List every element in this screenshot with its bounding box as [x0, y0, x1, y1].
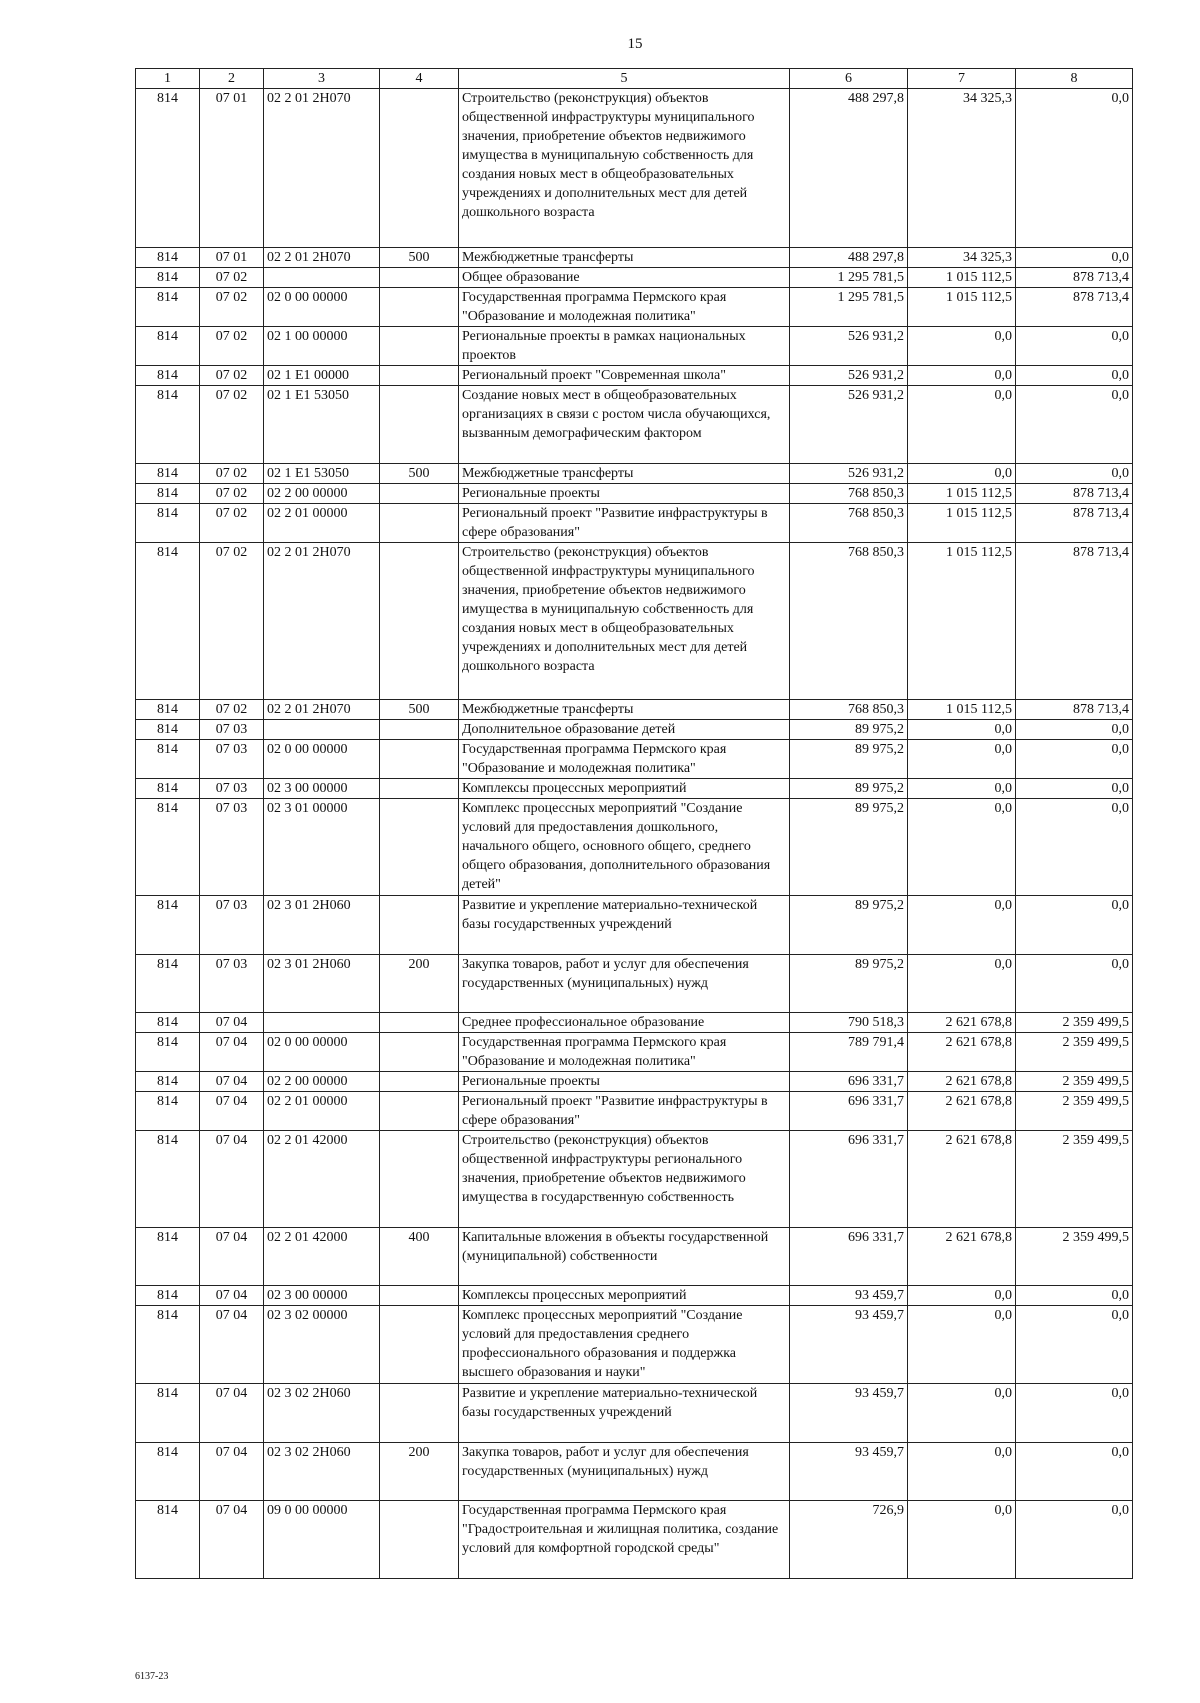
amount-cell-col8: 878 713,4: [1016, 700, 1133, 720]
description-cell: Региональный проект "Развитие инфраструктуры в сфере образования": [459, 504, 790, 543]
description-cell: Комплекс процессных мероприятий "Создание условий для предоставления среднего профессионального образования и поддержка высшего образования и науки": [459, 1306, 790, 1384]
amount-cell-col6: 768 850,3: [790, 700, 908, 720]
amount-cell-col8: 0,0: [1016, 248, 1133, 268]
column-header: 8: [1016, 69, 1133, 89]
table-row: [136, 1501, 1133, 1579]
table-row: [136, 720, 1133, 740]
amount-cell-col7: 0,0: [908, 366, 1016, 386]
section-code-cell: 07 04: [200, 1501, 264, 1579]
description-cell: Государственная программа Пермского края "Образование и молодежная политика": [459, 1033, 790, 1072]
amount-cell-col6: 1 295 781,5: [790, 288, 908, 327]
target-article-cell: 02 2 01 2Н070: [264, 89, 380, 248]
description-cell: Развитие и укрепление материально-технической базы государственных учреждений: [459, 896, 790, 955]
description-cell: Государственная программа Пермского края "Градостроительная и жилищная политика, создание условий для комфортной городской среды": [459, 1501, 790, 1579]
admin-code-cell: 814: [136, 1228, 200, 1286]
amount-cell-col7: 0,0: [908, 1306, 1016, 1384]
description-cell: Комплексы процессных мероприятий: [459, 1286, 790, 1306]
section-code-cell: 07 02: [200, 366, 264, 386]
expense-type-cell: [380, 1286, 459, 1306]
amount-cell-col8: 0,0: [1016, 89, 1133, 248]
admin-code-cell: 814: [136, 779, 200, 799]
admin-code-cell: 814: [136, 1033, 200, 1072]
description-cell: Региональный проект "Развитие инфраструктуры в сфере образования": [459, 1092, 790, 1131]
expense-type-cell: [380, 1013, 459, 1033]
admin-code-cell: 814: [136, 1131, 200, 1228]
amount-cell-col7: 2 621 678,8: [908, 1092, 1016, 1131]
page-number: 15: [627, 36, 643, 52]
description-cell: Дополнительное образование детей: [459, 720, 790, 740]
expense-type-cell: 200: [380, 1443, 459, 1501]
amount-cell-col6: 768 850,3: [790, 543, 908, 700]
admin-code-cell: 814: [136, 484, 200, 504]
amount-cell-col8: 0,0: [1016, 896, 1133, 955]
amount-cell-col6: 93 459,7: [790, 1306, 908, 1384]
description-cell: Региональный проект "Современная школа": [459, 366, 790, 386]
table-row: [136, 1013, 1133, 1033]
expense-type-cell: 500: [380, 464, 459, 484]
amount-cell-col6: 526 931,2: [790, 366, 908, 386]
table-row: [136, 1228, 1133, 1286]
admin-code-cell: 814: [136, 268, 200, 288]
section-code-cell: 07 01: [200, 248, 264, 268]
description-cell: Общее образование: [459, 268, 790, 288]
amount-cell-col8: 2 359 499,5: [1016, 1072, 1133, 1092]
expense-type-cell: [380, 89, 459, 248]
target-article-cell: [264, 268, 380, 288]
table-row: [136, 1286, 1133, 1306]
description-cell: Капитальные вложения в объекты государственной (муниципальной) собственности: [459, 1228, 790, 1286]
table-row: [136, 1072, 1133, 1092]
table-row: [136, 896, 1133, 955]
amount-cell-col8: 0,0: [1016, 779, 1133, 799]
table-row: [136, 288, 1133, 327]
amount-cell-col8: 2 359 499,5: [1016, 1228, 1133, 1286]
amount-cell-col7: 1 015 112,5: [908, 543, 1016, 700]
expense-type-cell: [380, 1384, 459, 1443]
section-code-cell: 07 02: [200, 386, 264, 464]
amount-cell-col7: 2 621 678,8: [908, 1033, 1016, 1072]
expense-type-cell: [380, 1092, 459, 1131]
target-article-cell: 02 2 01 2Н070: [264, 700, 380, 720]
description-cell: Региональные проекты: [459, 484, 790, 504]
expense-type-cell: [380, 799, 459, 896]
expense-type-cell: [380, 268, 459, 288]
table-row: [136, 366, 1133, 386]
admin-code-cell: 814: [136, 1443, 200, 1501]
table-row: [136, 464, 1133, 484]
admin-code-cell: 814: [136, 1092, 200, 1131]
table-row: [136, 700, 1133, 720]
description-cell: Межбюджетные трансферты: [459, 700, 790, 720]
admin-code-cell: 814: [136, 896, 200, 955]
admin-code-cell: 814: [136, 504, 200, 543]
amount-cell-col7: 0,0: [908, 896, 1016, 955]
target-article-cell: 02 1 Е1 53050: [264, 464, 380, 484]
amount-cell-col6: 488 297,8: [790, 248, 908, 268]
target-article-cell: 02 0 00 00000: [264, 740, 380, 779]
target-article-cell: 02 2 01 2Н070: [264, 543, 380, 700]
section-code-cell: 07 04: [200, 1443, 264, 1501]
admin-code-cell: 814: [136, 543, 200, 700]
target-article-cell: 09 0 00 00000: [264, 1501, 380, 1579]
expense-type-cell: 500: [380, 700, 459, 720]
amount-cell-col8: 0,0: [1016, 720, 1133, 740]
section-code-cell: 07 03: [200, 955, 264, 1013]
amount-cell-col6: 768 850,3: [790, 504, 908, 543]
amount-cell-col7: 0,0: [908, 464, 1016, 484]
table-row: [136, 779, 1133, 799]
target-article-cell: 02 0 00 00000: [264, 288, 380, 327]
table-row: [136, 248, 1133, 268]
amount-cell-col7: 2 621 678,8: [908, 1131, 1016, 1228]
amount-cell-col7: 34 325,3: [908, 89, 1016, 248]
column-header: 7: [908, 69, 1016, 89]
target-article-cell: 02 1 00 00000: [264, 327, 380, 366]
admin-code-cell: 814: [136, 1286, 200, 1306]
expense-type-cell: [380, 543, 459, 700]
description-cell: Комплексы процессных мероприятий: [459, 779, 790, 799]
amount-cell-col8: 878 713,4: [1016, 288, 1133, 327]
amount-cell-col6: 768 850,3: [790, 484, 908, 504]
admin-code-cell: 814: [136, 327, 200, 366]
expense-type-cell: [380, 1072, 459, 1092]
section-code-cell: 07 04: [200, 1384, 264, 1443]
document-code: 6137-23: [135, 1671, 169, 1682]
description-cell: Строительство (реконструкция) объектов общественной инфраструктуры муниципального значения, приобретение объектов недвижимого имущества в муниципальную собственность для создания новых мест в общеобразовательных учреждениях и дополнительных мест для детей дошкольного возраста: [459, 543, 790, 700]
amount-cell-col6: 790 518,3: [790, 1013, 908, 1033]
section-code-cell: 07 02: [200, 504, 264, 543]
amount-cell-col6: 696 331,7: [790, 1072, 908, 1092]
amount-cell-col7: 0,0: [908, 955, 1016, 1013]
amount-cell-col6: 89 975,2: [790, 955, 908, 1013]
target-article-cell: 02 2 01 2Н070: [264, 248, 380, 268]
amount-cell-col8: 0,0: [1016, 1443, 1133, 1501]
section-code-cell: 07 01: [200, 89, 264, 248]
admin-code-cell: 814: [136, 366, 200, 386]
amount-cell-col8: 2 359 499,5: [1016, 1131, 1133, 1228]
section-code-cell: 07 03: [200, 720, 264, 740]
description-cell: Закупка товаров, работ и услуг для обеспечения государственных (муниципальных) нужд: [459, 1443, 790, 1501]
budget-table: [135, 68, 1133, 1579]
description-cell: Развитие и укрепление материально-технической базы государственных учреждений: [459, 1384, 790, 1443]
amount-cell-col6: 789 791,4: [790, 1033, 908, 1072]
target-article-cell: 02 2 00 00000: [264, 484, 380, 504]
target-article-cell: [264, 1013, 380, 1033]
table-row: [136, 386, 1133, 464]
description-cell: Комплекс процессных мероприятий "Создание условий для предоставления дошкольного, начального общего, основного общего, среднего общего образования, дополнительного образования детей": [459, 799, 790, 896]
amount-cell-col6: 696 331,7: [790, 1228, 908, 1286]
target-article-cell: 02 1 Е1 53050: [264, 386, 380, 464]
amount-cell-col8: 0,0: [1016, 1501, 1133, 1579]
description-cell: Региональные проекты: [459, 1072, 790, 1092]
target-article-cell: 02 3 02 2Н060: [264, 1384, 380, 1443]
expense-type-cell: [380, 1131, 459, 1228]
expense-type-cell: [380, 1033, 459, 1072]
section-code-cell: 07 04: [200, 1092, 264, 1131]
amount-cell-col7: 0,0: [908, 1443, 1016, 1501]
column-header: 1: [136, 69, 200, 89]
amount-cell-col6: 93 459,7: [790, 1443, 908, 1501]
amount-cell-col6: 696 331,7: [790, 1092, 908, 1131]
admin-code-cell: 814: [136, 89, 200, 248]
amount-cell-col6: 696 331,7: [790, 1131, 908, 1228]
target-article-cell: 02 3 01 00000: [264, 799, 380, 896]
expense-type-cell: [380, 504, 459, 543]
section-code-cell: 07 02: [200, 327, 264, 366]
description-cell: Государственная программа Пермского края "Образование и молодежная политика": [459, 288, 790, 327]
amount-cell-col7: 1 015 112,5: [908, 504, 1016, 543]
expense-type-cell: [380, 327, 459, 366]
description-cell: Среднее профессиональное образование: [459, 1013, 790, 1033]
admin-code-cell: 814: [136, 1013, 200, 1033]
amount-cell-col7: 2 621 678,8: [908, 1013, 1016, 1033]
section-code-cell: 07 02: [200, 464, 264, 484]
amount-cell-col7: 0,0: [908, 720, 1016, 740]
amount-cell-col8: 0,0: [1016, 799, 1133, 896]
description-cell: Межбюджетные трансферты: [459, 464, 790, 484]
amount-cell-col6: 89 975,2: [790, 720, 908, 740]
amount-cell-col8: 878 713,4: [1016, 504, 1133, 543]
admin-code-cell: 814: [136, 799, 200, 896]
admin-code-cell: 814: [136, 288, 200, 327]
amount-cell-col7: 2 621 678,8: [908, 1228, 1016, 1286]
amount-cell-col8: 878 713,4: [1016, 543, 1133, 700]
amount-cell-col6: 93 459,7: [790, 1286, 908, 1306]
table-row: [136, 740, 1133, 779]
amount-cell-col6: 526 931,2: [790, 464, 908, 484]
table-row: [136, 1033, 1133, 1072]
description-cell: Региональные проекты в рамках национальных проектов: [459, 327, 790, 366]
amount-cell-col8: 0,0: [1016, 464, 1133, 484]
expense-type-cell: 400: [380, 1228, 459, 1286]
amount-cell-col8: 878 713,4: [1016, 268, 1133, 288]
amount-cell-col6: 89 975,2: [790, 779, 908, 799]
expense-type-cell: [380, 740, 459, 779]
section-code-cell: 07 04: [200, 1033, 264, 1072]
admin-code-cell: 814: [136, 700, 200, 720]
target-article-cell: 02 2 01 42000: [264, 1131, 380, 1228]
amount-cell-col6: 488 297,8: [790, 89, 908, 248]
amount-cell-col7: 0,0: [908, 327, 1016, 366]
section-code-cell: 07 03: [200, 740, 264, 779]
section-code-cell: 07 02: [200, 288, 264, 327]
target-article-cell: 02 3 01 2Н060: [264, 896, 380, 955]
section-code-cell: 07 02: [200, 700, 264, 720]
table-row: [136, 955, 1133, 1013]
description-cell: Создание новых мест в общеобразовательных организациях в связи с ростом числа обучающихся, вызванным демографическим фактором: [459, 386, 790, 464]
amount-cell-col7: 1 015 112,5: [908, 484, 1016, 504]
amount-cell-col6: 93 459,7: [790, 1384, 908, 1443]
table-row: [136, 1131, 1133, 1228]
section-code-cell: 07 04: [200, 1131, 264, 1228]
table-row: [136, 543, 1133, 700]
section-code-cell: 07 04: [200, 1072, 264, 1092]
admin-code-cell: 814: [136, 248, 200, 268]
table-row: [136, 89, 1133, 248]
description-cell: Строительство (реконструкция) объектов общественной инфраструктуры регионального значения, приобретение объектов недвижимого имущества в государственную собственность: [459, 1131, 790, 1228]
amount-cell-col8: 2 359 499,5: [1016, 1033, 1133, 1072]
expense-type-cell: [380, 779, 459, 799]
amount-cell-col7: 1 015 112,5: [908, 288, 1016, 327]
expense-type-cell: [380, 720, 459, 740]
amount-cell-col6: 89 975,2: [790, 896, 908, 955]
section-code-cell: 07 04: [200, 1228, 264, 1286]
section-code-cell: 07 04: [200, 1286, 264, 1306]
target-article-cell: [264, 720, 380, 740]
table-row: [136, 799, 1133, 896]
table-row: [136, 1306, 1133, 1384]
target-article-cell: 02 2 01 00000: [264, 504, 380, 543]
amount-cell-col8: 0,0: [1016, 1286, 1133, 1306]
target-article-cell: 02 2 01 00000: [264, 1092, 380, 1131]
amount-cell-col7: 0,0: [908, 1501, 1016, 1579]
expense-type-cell: 200: [380, 955, 459, 1013]
amount-cell-col8: 0,0: [1016, 1384, 1133, 1443]
amount-cell-col8: 2 359 499,5: [1016, 1092, 1133, 1131]
admin-code-cell: 814: [136, 1072, 200, 1092]
amount-cell-col8: 0,0: [1016, 955, 1133, 1013]
amount-cell-col7: 0,0: [908, 1286, 1016, 1306]
amount-cell-col8: 2 359 499,5: [1016, 1013, 1133, 1033]
target-article-cell: 02 3 02 00000: [264, 1306, 380, 1384]
admin-code-cell: 814: [136, 464, 200, 484]
section-code-cell: 07 03: [200, 896, 264, 955]
amount-cell-col8: 0,0: [1016, 327, 1133, 366]
admin-code-cell: 814: [136, 1306, 200, 1384]
target-article-cell: 02 3 00 00000: [264, 1286, 380, 1306]
amount-cell-col8: 0,0: [1016, 1306, 1133, 1384]
description-cell: Закупка товаров, работ и услуг для обеспечения государственных (муниципальных) нужд: [459, 955, 790, 1013]
table-row: [136, 1092, 1133, 1131]
target-article-cell: 02 3 01 2Н060: [264, 955, 380, 1013]
section-code-cell: 07 04: [200, 1013, 264, 1033]
amount-cell-col6: 526 931,2: [790, 327, 908, 366]
section-code-cell: 07 02: [200, 268, 264, 288]
description-cell: Строительство (реконструкция) объектов общественной инфраструктуры муниципального значения, приобретение объектов недвижимого имущества в муниципальную собственность для создания новых мест в общеобразовательных учреждениях и дополнительных мест для детей дошкольного возраста: [459, 89, 790, 248]
amount-cell-col7: 0,0: [908, 740, 1016, 779]
section-code-cell: 07 02: [200, 484, 264, 504]
expense-type-cell: [380, 288, 459, 327]
admin-code-cell: 814: [136, 386, 200, 464]
amount-cell-col6: 526 931,2: [790, 386, 908, 464]
column-header: 2: [200, 69, 264, 89]
description-cell: Государственная программа Пермского края "Образование и молодежная политика": [459, 740, 790, 779]
target-article-cell: 02 3 00 00000: [264, 779, 380, 799]
amount-cell-col7: 1 015 112,5: [908, 268, 1016, 288]
section-code-cell: 07 02: [200, 543, 264, 700]
target-article-cell: 02 0 00 00000: [264, 1033, 380, 1072]
column-header: 5: [459, 69, 790, 89]
amount-cell-col6: 89 975,2: [790, 740, 908, 779]
amount-cell-col7: 0,0: [908, 1384, 1016, 1443]
expense-type-cell: [380, 896, 459, 955]
table-row: [136, 1384, 1133, 1443]
amount-cell-col8: 0,0: [1016, 366, 1133, 386]
admin-code-cell: 814: [136, 720, 200, 740]
expense-type-cell: 500: [380, 248, 459, 268]
amount-cell-col6: 1 295 781,5: [790, 268, 908, 288]
section-code-cell: 07 03: [200, 799, 264, 896]
target-article-cell: 02 3 02 2Н060: [264, 1443, 380, 1501]
expense-type-cell: [380, 386, 459, 464]
expense-type-cell: [380, 366, 459, 386]
target-article-cell: 02 2 00 00000: [264, 1072, 380, 1092]
table-row: [136, 484, 1133, 504]
amount-cell-col7: 1 015 112,5: [908, 700, 1016, 720]
amount-cell-col7: 0,0: [908, 386, 1016, 464]
amount-cell-col7: 0,0: [908, 779, 1016, 799]
header-row: [136, 69, 1133, 89]
description-cell: Межбюджетные трансферты: [459, 248, 790, 268]
section-code-cell: 07 03: [200, 779, 264, 799]
section-code-cell: 07 04: [200, 1306, 264, 1384]
admin-code-cell: 814: [136, 1501, 200, 1579]
amount-cell-col6: 726,9: [790, 1501, 908, 1579]
amount-cell-col7: 34 325,3: [908, 248, 1016, 268]
target-article-cell: 02 1 Е1 00000: [264, 366, 380, 386]
admin-code-cell: 814: [136, 740, 200, 779]
amount-cell-col8: 878 713,4: [1016, 484, 1133, 504]
table-row: [136, 268, 1133, 288]
expense-type-cell: [380, 1501, 459, 1579]
admin-code-cell: 814: [136, 1384, 200, 1443]
table-row: [136, 504, 1133, 543]
amount-cell-col6: 89 975,2: [790, 799, 908, 896]
amount-cell-col8: 0,0: [1016, 386, 1133, 464]
expense-type-cell: [380, 484, 459, 504]
expense-type-cell: [380, 1306, 459, 1384]
amount-cell-col7: 2 621 678,8: [908, 1072, 1016, 1092]
column-header: 6: [790, 69, 908, 89]
column-header: 3: [264, 69, 380, 89]
target-article-cell: 02 2 01 42000: [264, 1228, 380, 1286]
admin-code-cell: 814: [136, 955, 200, 1013]
table-row: [136, 327, 1133, 366]
table-row: [136, 1443, 1133, 1501]
column-header: 4: [380, 69, 459, 89]
amount-cell-col8: 0,0: [1016, 740, 1133, 779]
amount-cell-col7: 0,0: [908, 799, 1016, 896]
